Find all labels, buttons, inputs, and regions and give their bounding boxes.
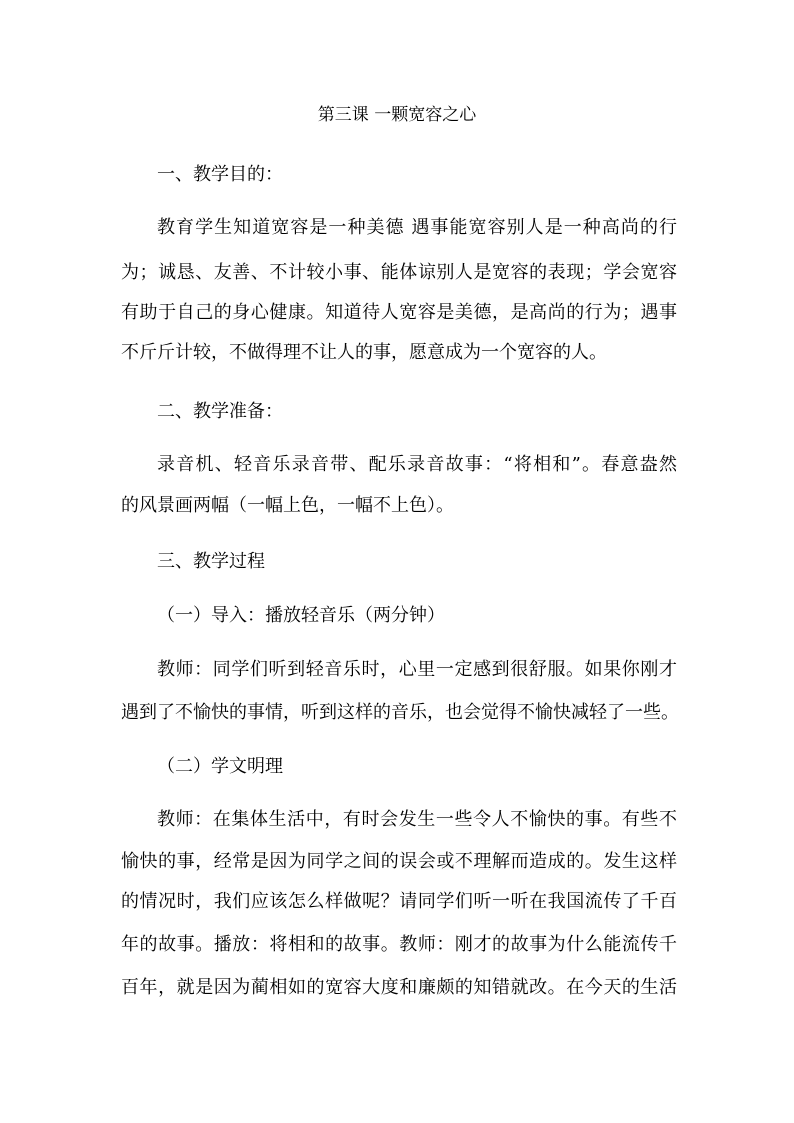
section-heading-purpose: 一、教学目的： xyxy=(157,164,283,185)
paragraph-line: 为；诚恳、友善、不计较小事、能体谅别人是宽容的表现；学会宽容 xyxy=(121,262,677,283)
paragraph-line: 教师：同学们听到轻音乐时，心里一定感到很舒服。如果你刚才 xyxy=(157,659,677,680)
paragraph-line: 录音机、轻音乐录音带、配乐录音故事：“将相和”。春意盎然 xyxy=(157,454,677,475)
paragraph-line: 年的故事。播放：将相和的故事。教师：刚才的故事为什么能流传千 xyxy=(121,934,677,955)
paragraph-line: 教师：在集体生活中，有时会发生一些令人不愉快的事。有些不 xyxy=(157,809,677,830)
document-title: 第三课 一颗宽容之心 xyxy=(317,105,477,125)
paragraph-line: 百年，就是因为蔺相如的宽容大度和廉颇的知错就改。在今天的生活 xyxy=(121,977,677,998)
paragraph-line: 遇到了不愉快的事情，听到这样的音乐，也会觉得不愉快减轻了一些。 xyxy=(121,702,679,723)
section-heading-process: 三、教学过程 xyxy=(157,551,265,572)
paragraph-line: 有助于自己的身心健康。知道待人宽容是美德，是高尚的行为；遇事 xyxy=(121,302,677,323)
paragraph-line: 的情况时，我们应该怎么样做呢？请同学们听一听在我国流传了千百 xyxy=(121,891,677,912)
subsection-heading-intro: （一）导入：播放轻音乐（两分钟） xyxy=(157,605,445,626)
paragraph-line: 不斤斤计较，不做得理不让人的事，愿意成为一个宽容的人。 xyxy=(121,342,607,363)
paragraph-line: 愉快的事，经常是因为同学之间的误会或不理解而造成的。发生这样 xyxy=(121,851,677,872)
subsection-heading-study: （二）学文明理 xyxy=(157,756,283,777)
section-heading-preparation: 二、教学准备： xyxy=(157,401,283,422)
paragraph-line: 教育学生知道宽容是一种美德 遇事能宽容别人是一种高尚的行 xyxy=(157,217,677,238)
paragraph-line: 的风景画两幅（一幅上色，一幅不上色）。 xyxy=(121,495,454,516)
